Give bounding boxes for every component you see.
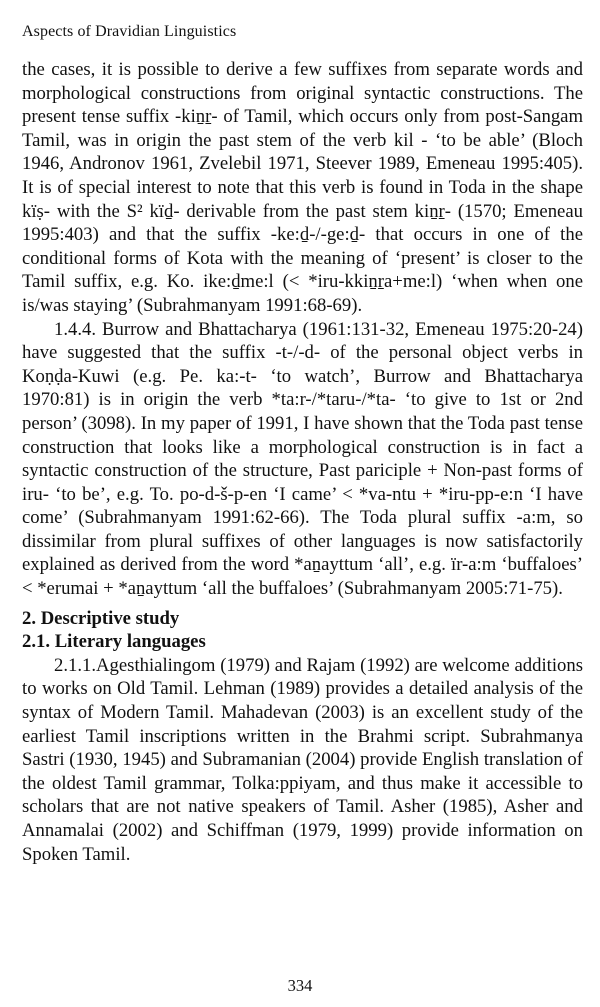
subsection-heading: 2.1. Literary languages bbox=[22, 631, 206, 653]
paragraph-continued: the cases, it is possible to derive a few suffixes from separate words and morphological constructions from original syntactic constructions. The present tense suffix -kiṉṟ- of Tamil, which occurs only from post-Sangam Tamil, was in origin the past stem of the verb kil - ‘to be able’ (Bloch 1946, Andronov 1961, Zvelebil 1971, Steever 1989, Emeneau 1995:405). It is of special interest to note that this verb is found in Toda in the shape kïṣ- with the S² kïḏ- derivable from the past stem kiṉṟ- (1570; Emeneau 1995:403) and that the suffix -ke:ḏ-/-ge:ḏ- that occurs in one of the conditional forms of Kota with the meaning of ‘present’ is closer to the Tamil suffix, e.g. Ko. ike:ḏme:l (< *iru-kkiṉṟa+me:l) ‘when when one is/was staying’ (Subrahmanyam 1991:68-69). bbox=[22, 59, 583, 316]
body-text bbox=[22, 58, 583, 866]
page-number: 334 bbox=[287, 976, 313, 995]
paragraph-1-4-4: 1.4.4. Burrow and Bhattacharya (1961:131-32, Emeneau 1975:20-24) have suggested that the suffix -t-/-d- of the personal object verbs in Koṇḍa-Kuwi (e.g. Pe. ka:-t- ‘to watch’, Burrow and Bhattacharya 1970:81) is in origin the verb *ta:r-/*taru-/*ta- ‘to give to 1st or 2nd person’ (3098). In my paper of 1991, I have shown that the Toda past tense construction that looks like a morphological construction is in fact a syntactic construction of the structure, Past pariciple + Non-past forms of iru- ‘to be’, e.g. To. po-d-š-p-en ‘I came’ < *va-ntu + *iru-pp-e:n ‘I have come’ (Subrahmanyam 1991:62-66). The Toda plural suffix -a:m, so dissimilar from plural suffixes of other languages is now satisfactorily explained as derived from the word *aṉayttum ‘all’, e.g. ïr-a:m ‘buffaloes’ < *erumai + *aṉayttum ‘all the buffaloes’ (Subrahmanyam 2005:71-75). bbox=[22, 318, 583, 600]
paragraph-2-1-1: 2.1.1.Agesthialingom (1979) and Rajam (1992) are welcome additions to works on Old Tamil. Lehman (1989) provides a detailed analysis of the syntax of Modern Tamil. Mahadevan (2003) is an excellent study of the earliest Tamil inscriptions written in the Brahmi script. Subrahmanya Sastri (1930, 1945) and Subramanian (2004) provide English translation of the oldest Tamil grammar, Tolka:ppiyam, and thus make it accessible to scholars that are not native speakers of Tamil. Asher (1985), Asher and Annamalai (2002) and Schiffman (1979, 1999) provide information on Spoken Tamil. bbox=[22, 654, 583, 865]
running-head: Aspects of Dravidian Linguistics bbox=[22, 23, 237, 40]
section-heading: 2. Descriptive study bbox=[22, 607, 180, 629]
